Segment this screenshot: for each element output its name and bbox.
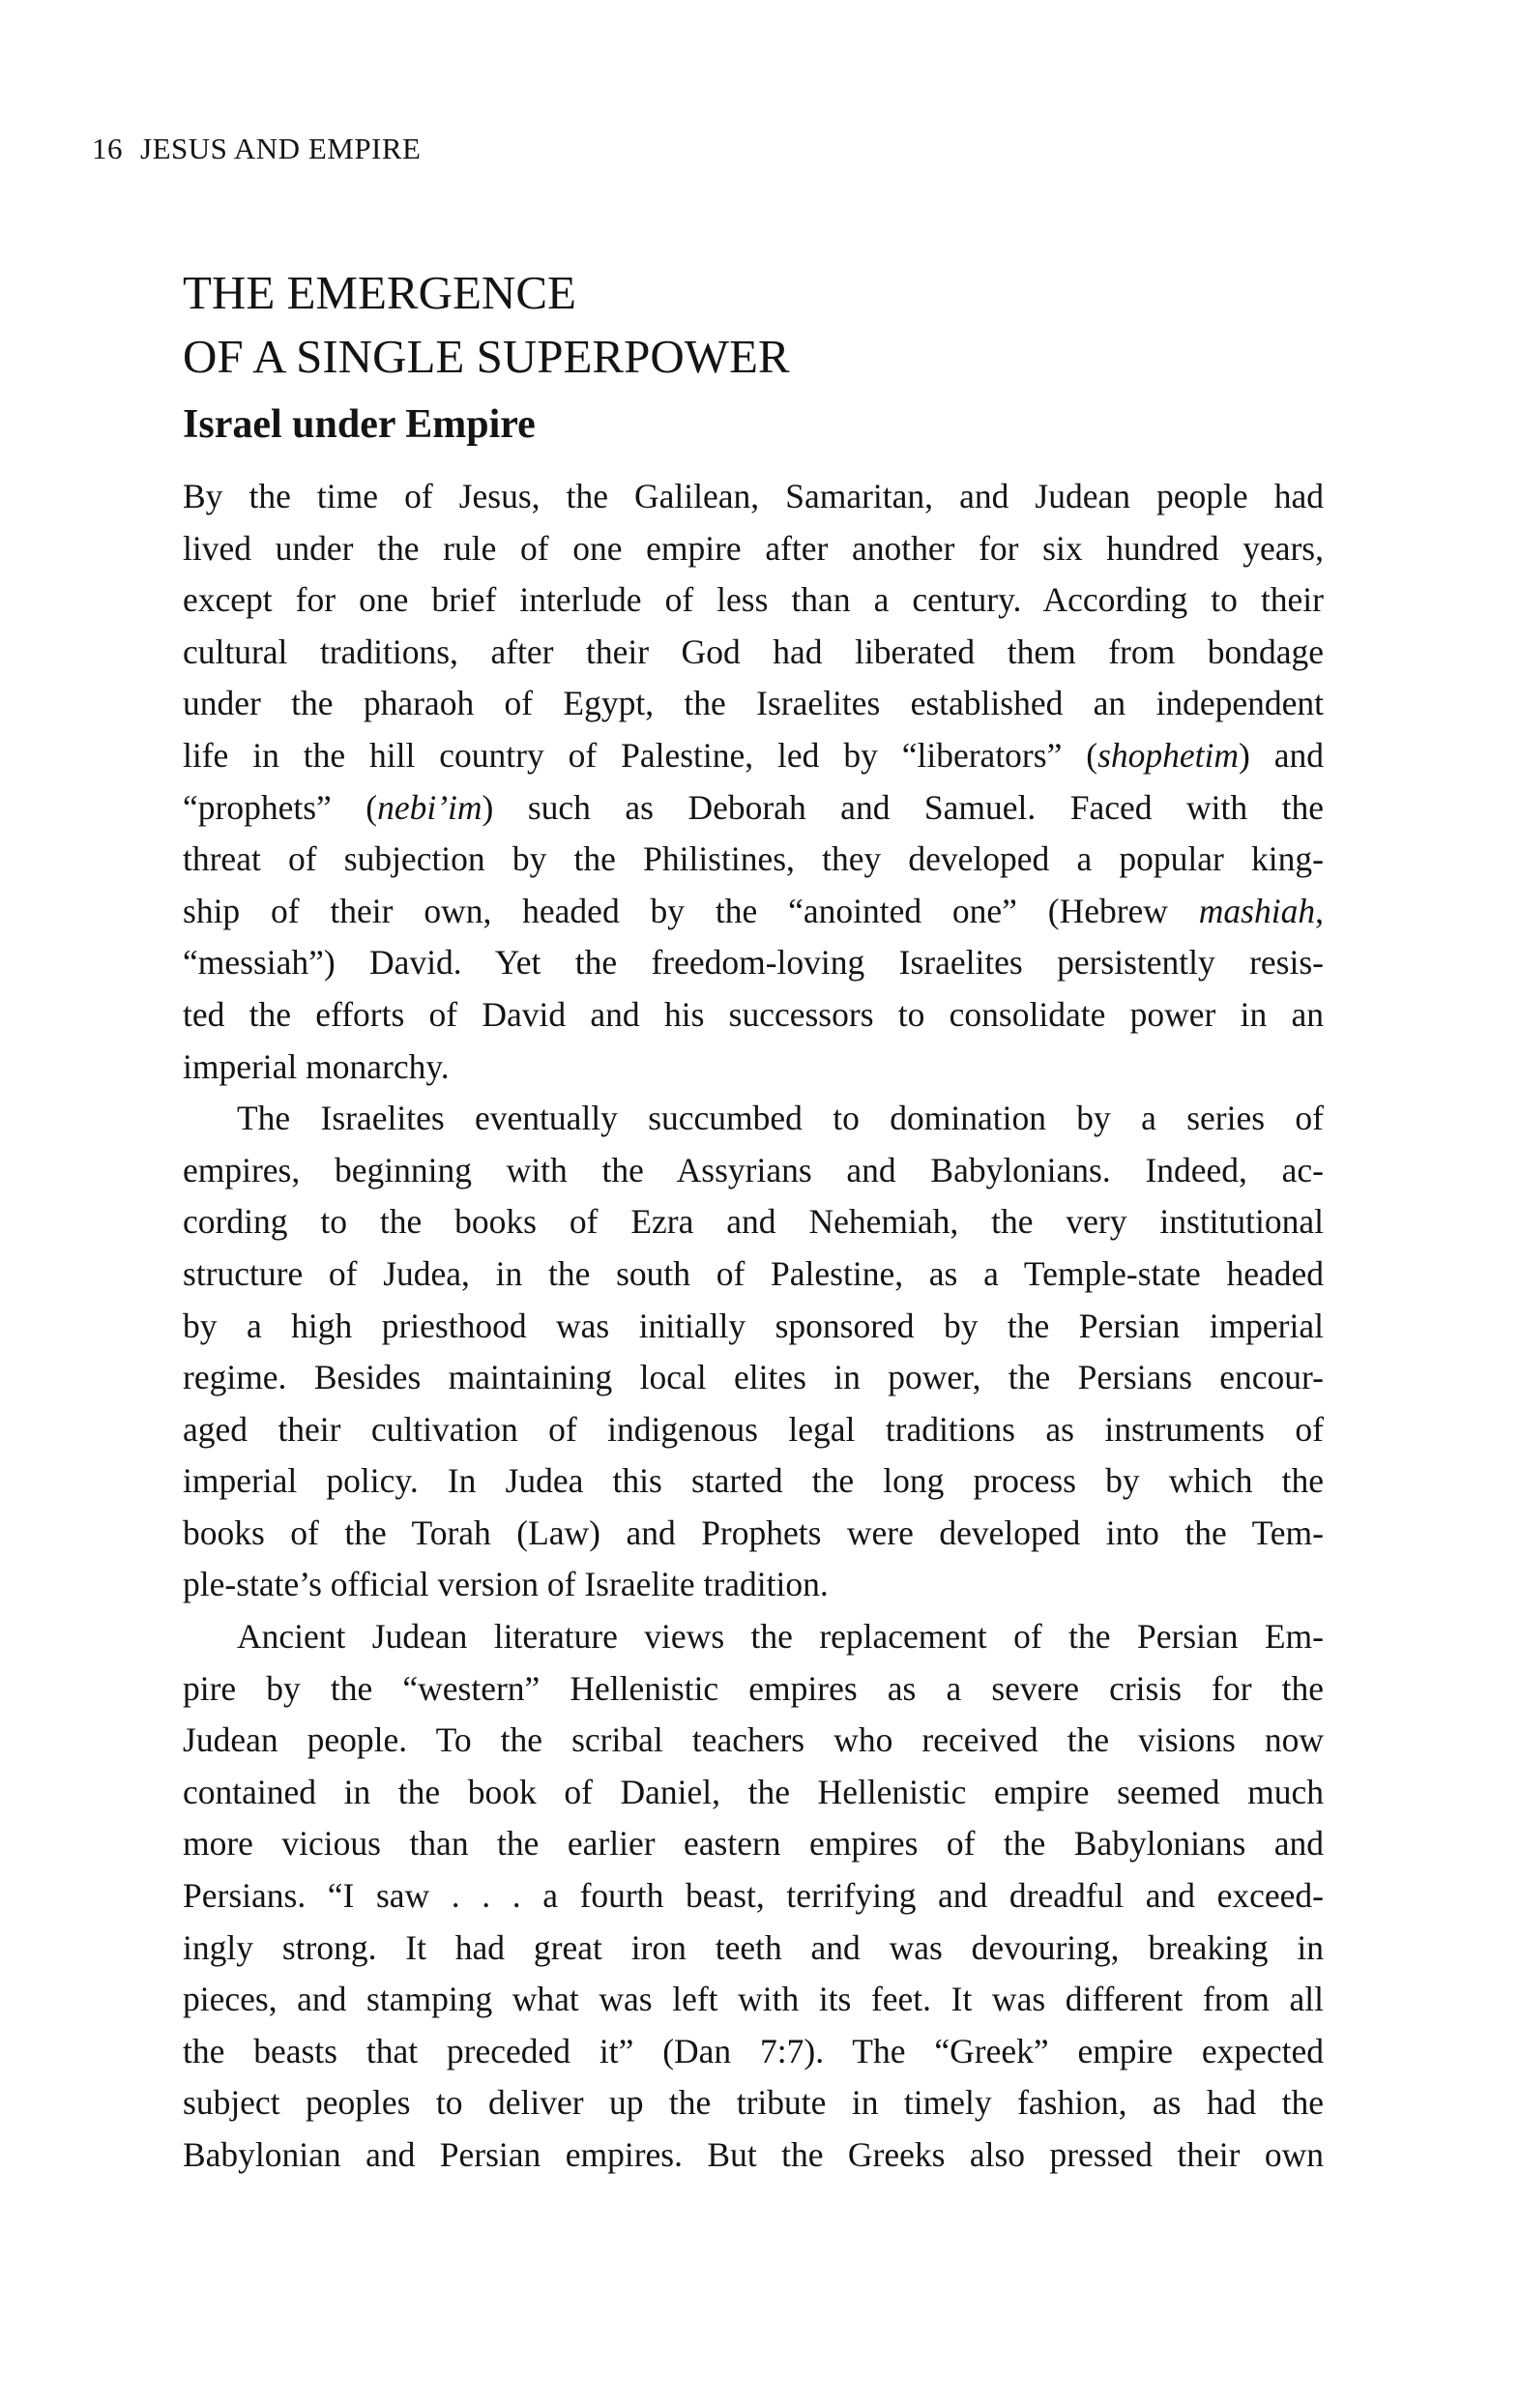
running-head	[92, 133, 422, 163]
text-line: By the time of Jesus, the Galilean, Samaritan, and Judean people had	[183, 477, 1324, 515]
text-line: imperial policy. In Judea this started the long process by which the	[183, 1461, 1324, 1501]
text-line: Ancient Judean literature views the replacement of the Persian Em-	[237, 1617, 1324, 1657]
text-line: ted the efforts of David and his successors to consolidate power in an	[183, 994, 1324, 1034]
text-line: subject peoples to deliver up the tribute in timely fashion, as had the	[183, 2083, 1324, 2123]
text-line: life in the hill country of Palestine, led by “liberators” (shophetim) and	[183, 735, 1324, 775]
section-heading: Israel under Empire	[183, 402, 536, 447]
text-line: under the pharaoh of Egypt, the Israelites established an independent	[183, 684, 1324, 723]
text-line: empires, beginning with the Assyrians and Babylonians. Indeed, ac-	[183, 1150, 1324, 1189]
text-line: regime. Besides maintaining local elites in power, the Persians encour-	[183, 1358, 1324, 1397]
text-line: contained in the book of Daniel, the Hellenistic empire seemed much	[183, 1772, 1324, 1811]
text-line: ple-state’s official version of Israelite tradition.	[183, 1565, 829, 1604]
text-line: except for one brief interlude of less than a century. According to their	[183, 580, 1324, 620]
italic-term: shophetim	[1097, 735, 1239, 775]
text-line: imperial monarchy.	[183, 1046, 450, 1086]
text-line: Persians. “I saw . . . a fourth beast, terrifying and dreadful and exceed-	[183, 1876, 1324, 1916]
text-line: the beasts that preceded it” (Dan 7:7). The “Greek” empire expected	[183, 2031, 1324, 2070]
page-number: 16	[92, 132, 123, 165]
text-line: by a high priesthood was initially sponsored by the Persian imperial	[183, 1306, 1324, 1345]
text-line: more vicious than the earlier eastern empires of the Babylonians and	[183, 1824, 1324, 1864]
chapter-title-line-2: OF A SINGLE SUPERPOWER	[183, 330, 790, 383]
text-line: “prophets” (nebi’im) such as Deborah and Samuel. Faced with the	[183, 787, 1324, 827]
running-head-title: JESUS AND EMPIRE	[140, 132, 422, 165]
italic-term: nebi’im	[377, 787, 482, 827]
text-line: threat of subjection by the Philistines, they developed a popular king-	[183, 839, 1324, 879]
paragraph-2	[183, 1093, 1324, 1611]
text-line: The Israelites eventually succumbed to domination by a series of	[237, 1099, 1324, 1138]
italic-term: mashiah	[1198, 891, 1316, 930]
text-line: Judean people. To the scribal teachers who received the visions now	[183, 1720, 1324, 1760]
paragraph-1	[183, 471, 1324, 1093]
text-line: cultural traditions, after their God had liberated them from bondage	[183, 631, 1324, 671]
text-line: structure of Judea, in the south of Palestine, as a Temple-state headed	[183, 1253, 1324, 1293]
text-line: “messiah”) David. Yet the freedom-loving Israelites persistently resis-	[183, 943, 1324, 983]
body-text	[183, 471, 1324, 2182]
text-line: pire by the “western” Hellenistic empires as a severe crisis for the	[183, 1668, 1324, 1708]
text-line: Babylonian and Persian empires. But the Greeks also pressed their own	[183, 2135, 1324, 2174]
text-line: ship of their own, headed by the “anointed one” (Hebrew mashiah,	[183, 891, 1324, 930]
text-line: ingly strong. It had great iron teeth and was devouring, breaking in	[183, 1927, 1324, 1967]
chapter-title-line-1: THE EMERGENCE	[183, 266, 576, 319]
paragraph-3	[183, 1611, 1324, 2182]
text-line: books of the Torah (Law) and Prophets were developed into the Tem-	[183, 1512, 1324, 1552]
text-line: cording to the books of Ezra and Nehemiah, the very institutional	[183, 1202, 1324, 1242]
text-line: pieces, and stamping what was left with its feet. It was different from all	[183, 1980, 1324, 2019]
chapter-title	[183, 261, 1343, 389]
text-line: lived under the rule of one empire after another for six hundred years,	[183, 528, 1324, 568]
text-line: aged their cultivation of indigenous legal traditions as instruments of	[183, 1409, 1324, 1449]
